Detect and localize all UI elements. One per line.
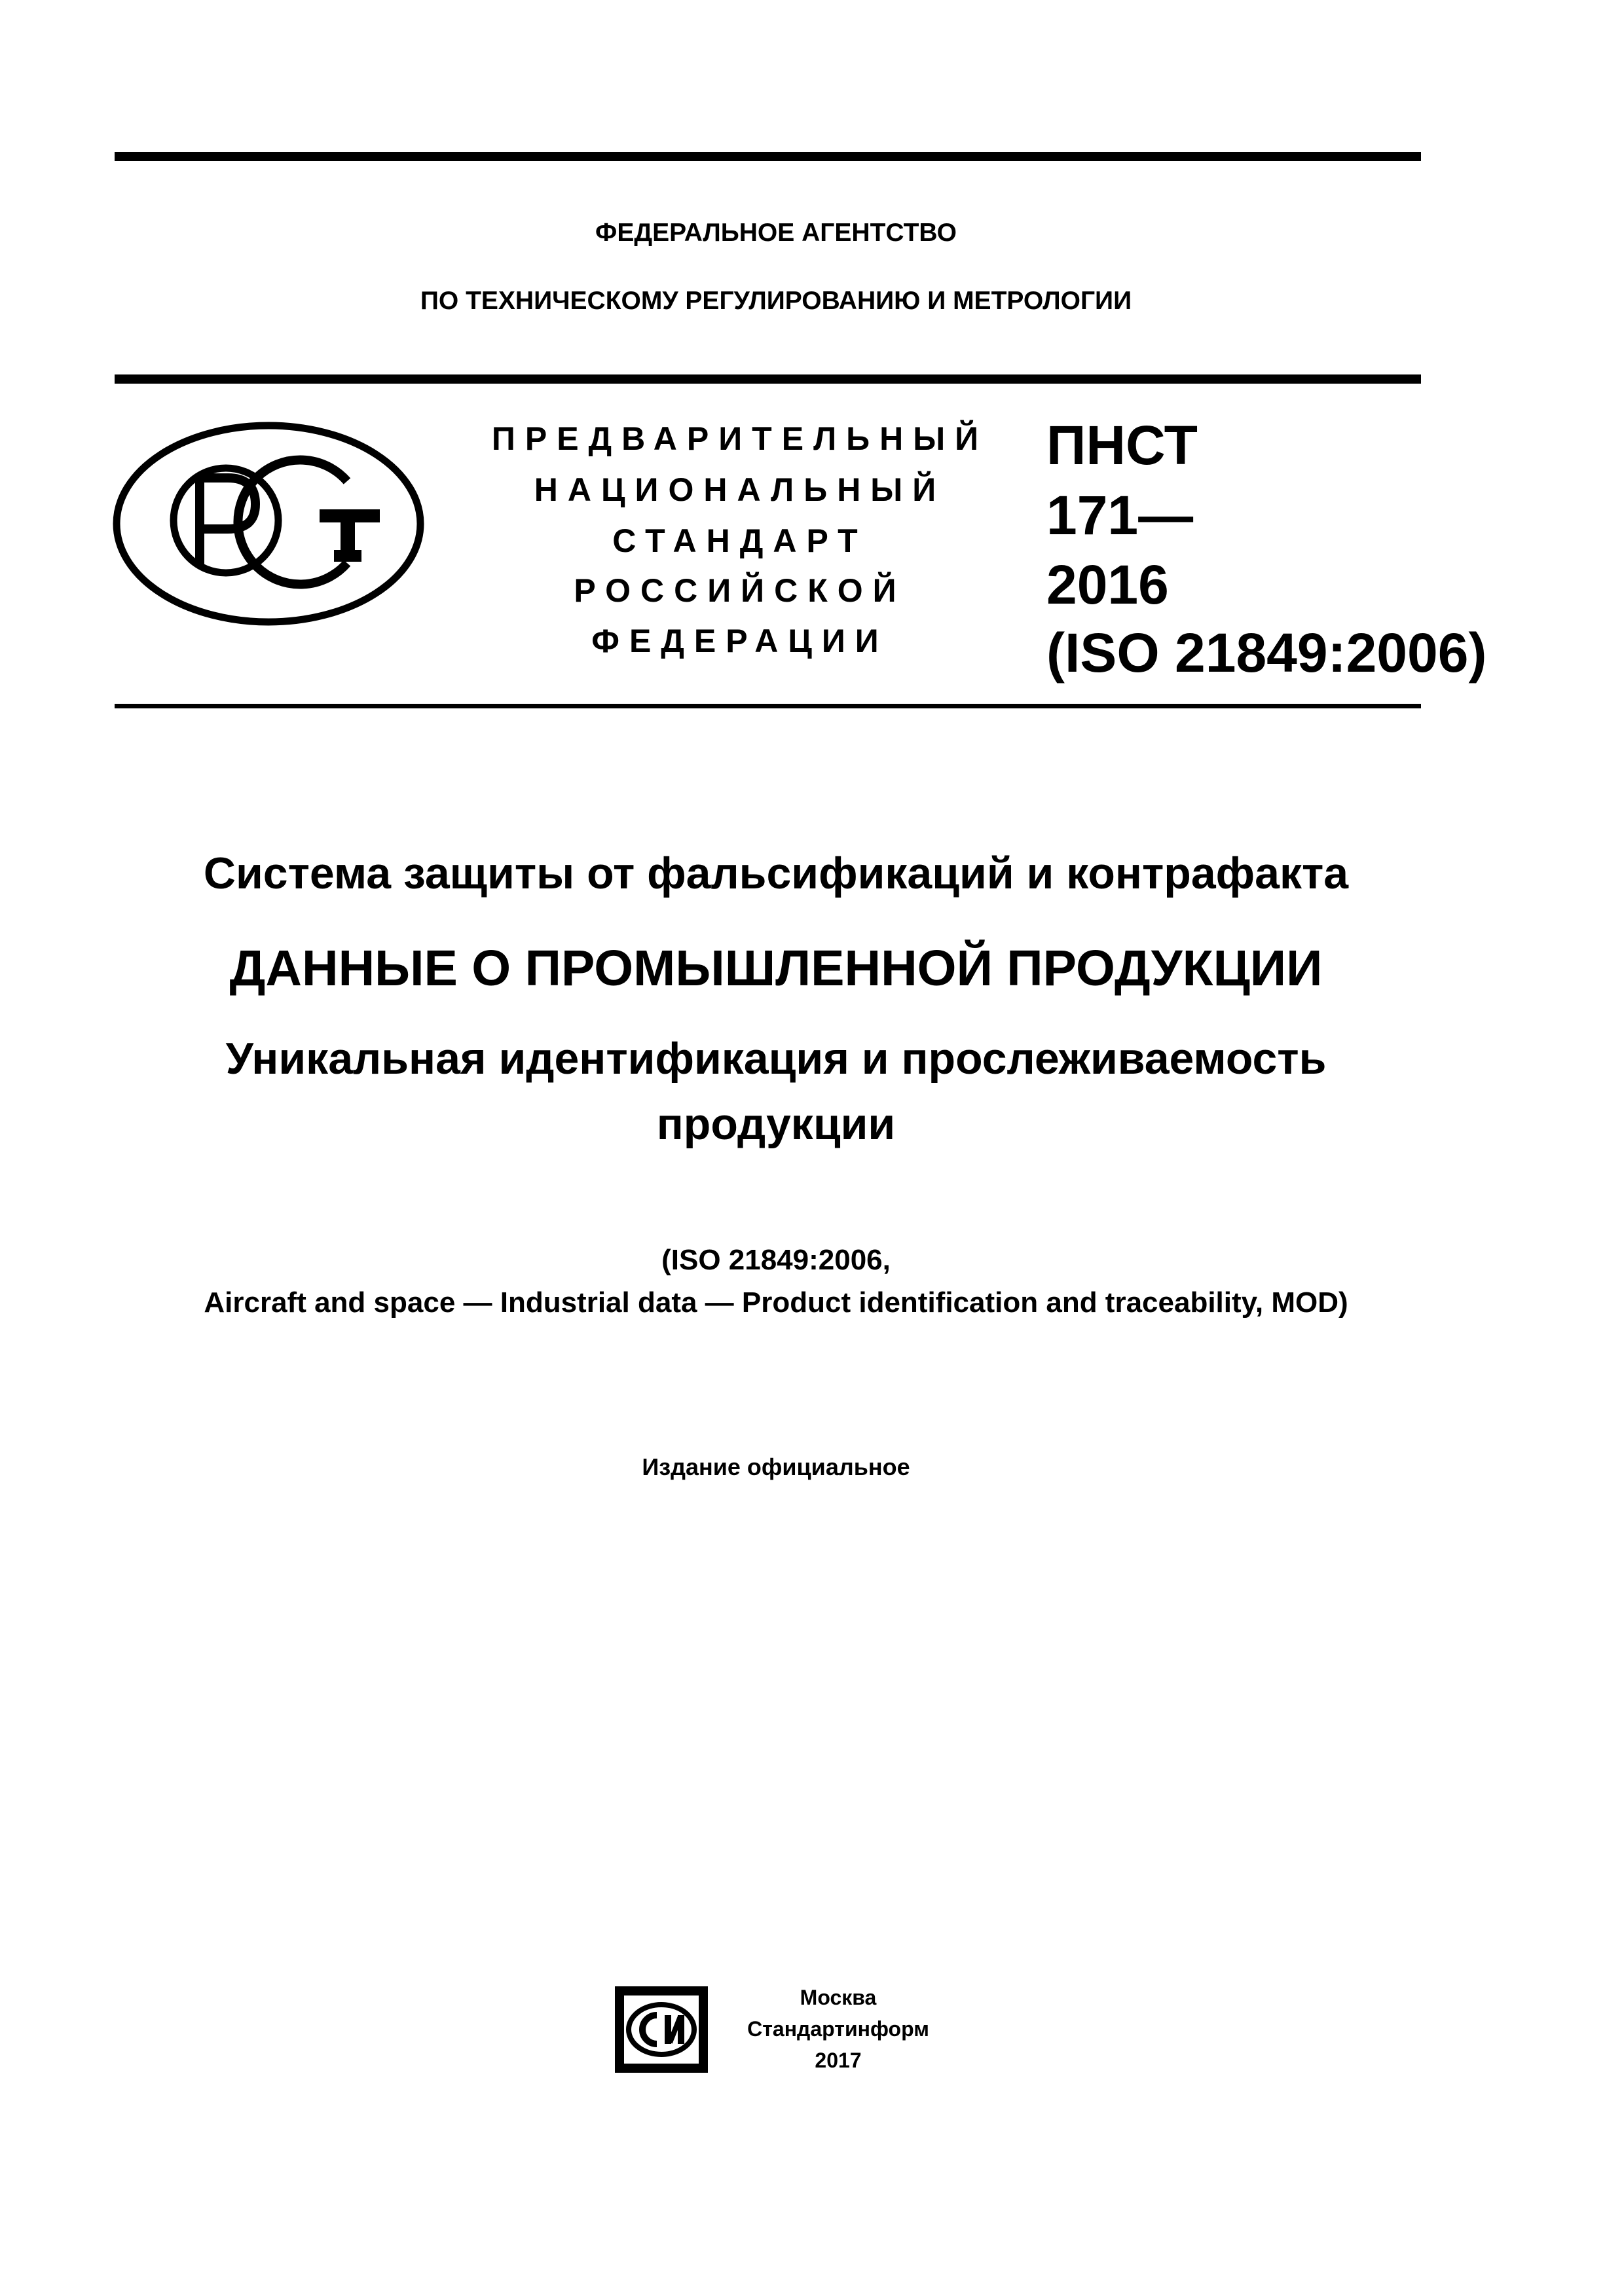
designation-line-5: ФЕДЕРАЦИИ <box>591 623 889 659</box>
title-line-4: продукции <box>656 1099 896 1149</box>
edition-label: Издание официальное <box>642 1453 910 1480</box>
rst-gost-logo <box>111 419 426 629</box>
header-rule <box>115 374 1421 384</box>
header-bottom-rule <box>115 704 1421 708</box>
designation-line-2: НАЦИОНАЛЬНЫЙ <box>534 471 946 508</box>
iso-reference-line-1: (ISO 21849:2006, <box>661 1244 891 1276</box>
designation-line-1: ПРЕДВАРИТЕЛЬНЫЙ <box>491 420 989 457</box>
title-line-3: Уникальная идентификация и прослеживаемость <box>225 1034 1327 1084</box>
standard-code-line-1: ПНСТ <box>1046 414 1198 476</box>
agency-line-2: ПО ТЕХНИЧЕСКОМУ РЕГУЛИРОВАНИЮ И МЕТРОЛОГИИ <box>420 287 1132 315</box>
rst-gost-logo-icon <box>111 419 426 629</box>
top-rule <box>115 152 1421 161</box>
standartinform-logo <box>612 1984 710 2075</box>
title-line-1: Система защиты от фальсификаций и контрафакта <box>203 848 1349 898</box>
designation-line-3: СТАНДАРТ <box>612 522 868 559</box>
designation-line-4: РОССИЙСКОЙ <box>574 572 906 609</box>
standartinform-logo-icon <box>612 1984 710 2075</box>
agency-line-1: ФЕДЕРАЛЬНОЕ АГЕНТСТВО <box>595 219 957 247</box>
publisher-name: Стандартинформ <box>747 2017 929 2041</box>
title-line-2: ДАННЫЕ О ПРОМЫШЛЕННОЙ ПРОДУКЦИИ <box>229 940 1323 996</box>
standard-code-line-2: 171— <box>1046 484 1194 546</box>
standard-code-line-3: 2016 <box>1046 554 1169 615</box>
standard-code-line-4: (ISO 21849:2006) <box>1046 622 1487 683</box>
iso-reference-line-2: Aircraft and space — Industrial data — Product identification and traceability, MOD) <box>204 1286 1348 1319</box>
publisher-city: Москва <box>800 1986 877 2009</box>
publisher-year: 2017 <box>815 2049 862 2072</box>
